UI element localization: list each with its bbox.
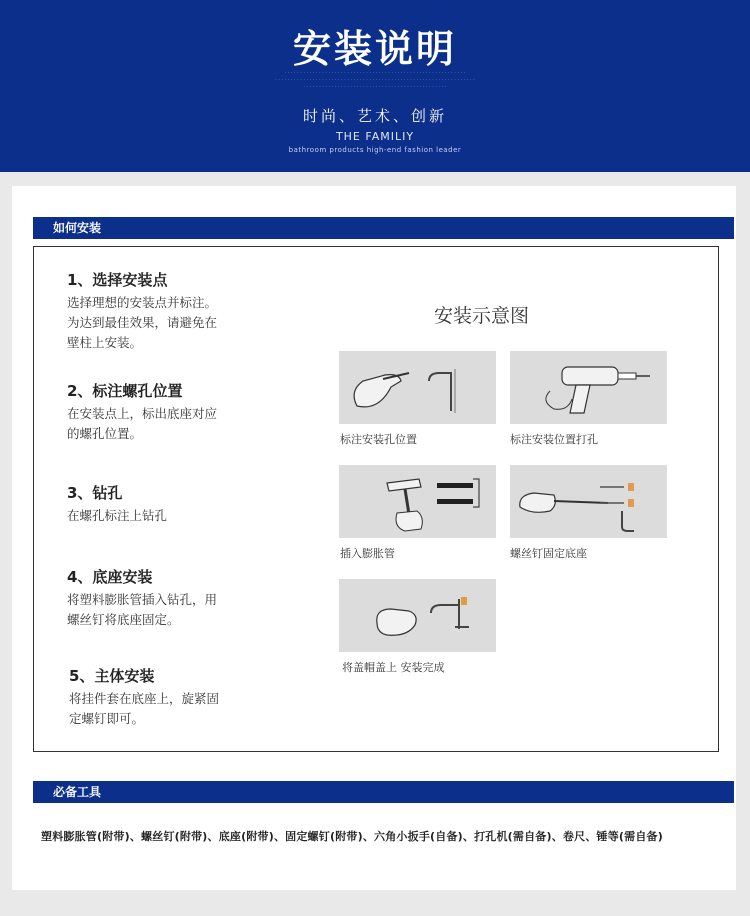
step-title: 4、底座安装 (67, 568, 153, 586)
step-3 (67, 482, 267, 526)
step-5 (69, 665, 269, 729)
step-title: 3、钻孔 (67, 484, 123, 502)
step-line: 为达到最佳效果，请避免在 (67, 315, 218, 330)
step-4 (67, 566, 267, 630)
tools-list: 塑料膨胀管(附带)、螺丝钉(附带)、底座(附带)、固定螺钉(附带)、六角小扳手(自备)、打孔机(需自备)、卷尺、锤等(需自备) (41, 830, 663, 843)
figure-caption: 标注安装孔位置 (340, 433, 417, 446)
step-line: 将挂件套在底座上，旋紧固 (69, 691, 220, 706)
figure-caption: 将盖帽盖上 安装完成 (342, 661, 445, 674)
figure-caption: 插入膨胀管 (340, 547, 395, 560)
hand-hook-icon (339, 579, 496, 652)
step-2 (67, 380, 267, 444)
step-title: 1、选择安装点 (67, 271, 168, 289)
slogan: 时尚、艺术、创新 (302, 107, 447, 125)
figure-caption: 螺丝钉固定底座 (510, 547, 587, 560)
step-line: 的螺孔位置。 (67, 426, 143, 441)
brand-name: THE FAMILIY (335, 130, 415, 143)
step-line: 将塑料膨胀管插入钻孔，用 (67, 592, 218, 607)
diagram-title: 安装示意图 (434, 305, 530, 327)
instructions-box (33, 246, 719, 752)
step-1 (67, 269, 267, 353)
drill-icon (510, 351, 667, 424)
step-line: 选择理想的安装点并标注。 (67, 295, 218, 310)
hand-marking-icon (339, 351, 496, 424)
figure-caption: 标注安装位置打孔 (510, 433, 598, 446)
decorative-fine-print: · · · · · · · · · · · · · · · · · · · · · · · · · · · · · · · · · · · · · · · · · · · · · · · · · · · · · · · · · · · · · · · · (275, 77, 475, 82)
screwdriver-icon (510, 465, 667, 538)
decorative-fine-print: · · · · · · · · · · · · · · · · · · · · · · · · · · · · · · · · · · · · · · · · · · · · · · (303, 84, 447, 89)
step-line: 壁柱上安装。 (67, 335, 143, 350)
header-banner (0, 0, 750, 172)
hammer-icon (339, 465, 496, 538)
page-title: 安装说明 (292, 27, 457, 71)
section-header-howto: 如何安装 (33, 217, 734, 239)
section-header-tools: 必备工具 (33, 781, 734, 803)
step-line: 在安装点上，标出底座对应 (67, 406, 218, 421)
brand-tagline: bathroom products high-end fashion leader (288, 146, 462, 154)
step-title: 5、主体安装 (69, 667, 155, 685)
step-line: 在螺孔标注上钻孔 (67, 508, 168, 523)
step-title: 2、标注螺孔位置 (67, 382, 183, 400)
decorative-fine-print: · · · · · · · · · · · · · · · · · · · · · · · · · · · · · · · · · · · · · · · · · · · · · · · · · · · · · · · · · · (284, 70, 466, 75)
step-line: 定螺钉即可。 (69, 711, 145, 726)
step-line: 螺丝钉将底座固定。 (67, 612, 180, 627)
